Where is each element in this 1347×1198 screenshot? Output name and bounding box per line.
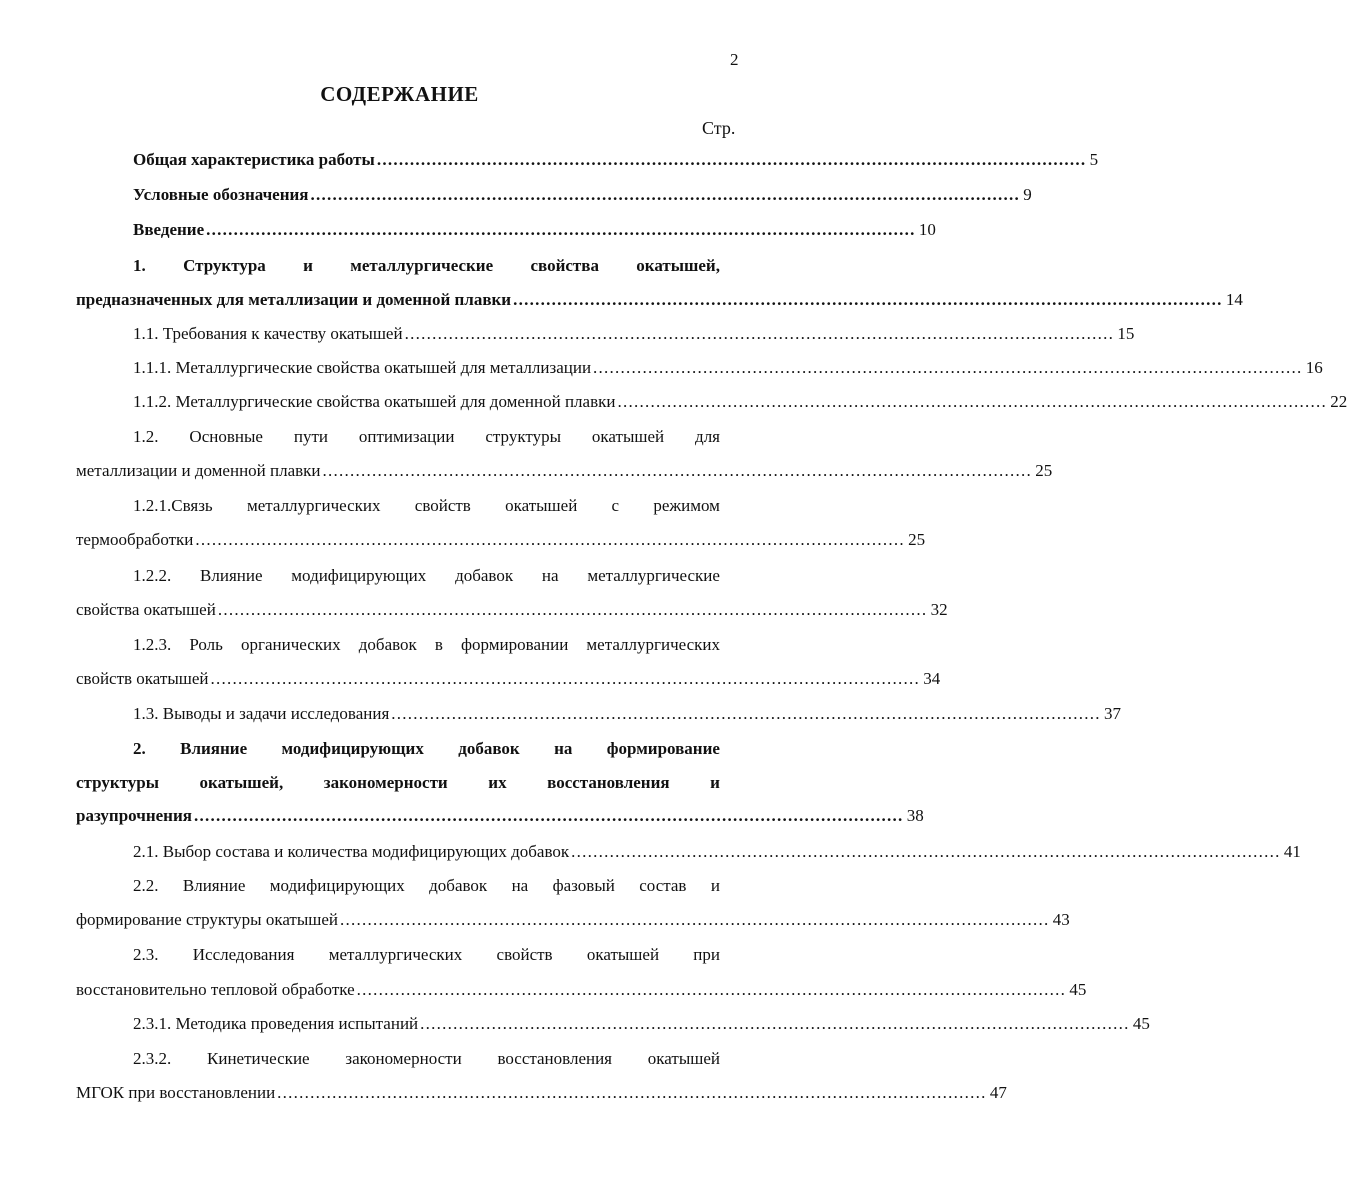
toc-entry-title: Общая характеристика работы	[133, 150, 375, 169]
toc-word: в	[434, 635, 443, 654]
toc-word: структуры	[76, 773, 159, 792]
toc-entry-line2	[76, 595, 948, 625]
toc-word: модифицирующих	[291, 566, 427, 585]
toc-word: Роль	[189, 635, 223, 654]
toc-entry-page: 9	[1023, 185, 1032, 204]
toc-entry-title: Условные обозначения	[133, 185, 309, 204]
toc-entry-page: 38	[906, 806, 924, 825]
dot-leader	[321, 456, 1032, 486]
dot-leader	[615, 387, 1326, 417]
toc-entry-title: 1.1.2. Металлургические свойства окатышей для доменной плавки	[133, 392, 616, 411]
page-title: СОДЕРЖАНИЕ	[320, 82, 479, 106]
toc-entry	[133, 215, 936, 245]
dot-leader	[209, 664, 920, 694]
toc-word: 1.2.3.	[133, 635, 172, 654]
toc-word: на	[554, 739, 573, 758]
toc-entry-line2	[76, 1078, 1007, 1108]
toc-word: 2.2.	[133, 876, 159, 895]
toc-entry-page: 45	[1069, 980, 1087, 999]
toc-entry-title: 2.3.1. Методика проведения испытаний	[133, 1014, 419, 1033]
toc-entry-line1	[133, 422, 720, 452]
toc-entry-page: 37	[1104, 704, 1122, 723]
toc-word: 2.	[133, 739, 146, 758]
toc-entry-title: предназначенных для металлизации и доменной плавки	[76, 290, 512, 309]
dot-leader	[355, 975, 1066, 1005]
dot-leader	[569, 837, 1280, 867]
toc-entry-line2	[76, 285, 1243, 315]
toc-entry	[133, 180, 1032, 210]
toc-entry-line2	[76, 768, 720, 798]
toc-entry-line2	[76, 975, 1087, 1005]
toc-word: свойства	[530, 256, 599, 275]
toc-word: металлургические	[350, 256, 494, 275]
toc-entry-page: 45	[1132, 1014, 1150, 1033]
toc-word: окатышей	[505, 496, 578, 515]
toc-word: свойств	[414, 496, 471, 515]
toc-word: Основные	[189, 427, 263, 446]
dot-leader	[192, 801, 903, 831]
toc-entry-title: 1.1.1. Металлургические свойства окатышей для металлизации	[133, 358, 592, 377]
toc-word: добавок	[429, 876, 488, 895]
toc-entry	[133, 837, 1301, 867]
toc-word: состав	[639, 876, 687, 895]
toc-entry-title: МГОК при восстановлении	[76, 1083, 276, 1102]
toc-entry-line1	[133, 1044, 720, 1074]
toc-word: Влияние	[182, 876, 246, 895]
toc-word: 2.3.	[133, 945, 159, 964]
toc-word: металлургических	[328, 945, 463, 964]
toc-entry-page: 15	[1117, 324, 1135, 343]
dot-leader	[511, 285, 1222, 315]
toc-entry	[133, 387, 1347, 417]
toc-entry-line2	[76, 525, 926, 555]
toc-word: 1.2.2.	[133, 566, 172, 585]
dot-leader	[375, 145, 1086, 175]
toc-word: органических	[241, 635, 341, 654]
toc-word: металлургических	[246, 496, 381, 515]
toc-entry	[133, 1009, 1150, 1039]
toc-entry-title: разупрочнения	[76, 806, 192, 825]
toc-entry-page: 10	[918, 220, 936, 239]
toc-word: на	[541, 566, 559, 585]
toc-entry-page: 25	[908, 530, 926, 549]
toc-word: свойств	[496, 945, 553, 964]
toc-entry	[133, 699, 1122, 729]
toc-entry-page: 16	[1305, 358, 1323, 377]
toc-word: режимом	[653, 496, 720, 515]
toc-entry-page: 22	[1330, 392, 1347, 411]
toc-word: восстановления	[497, 1049, 613, 1068]
dot-leader	[193, 525, 904, 555]
toc-word: окатышей,	[636, 256, 720, 275]
toc-entry-line1	[133, 561, 720, 591]
toc-entry-title: свойств окатышей	[76, 669, 209, 688]
toc-word: закономерности	[345, 1049, 462, 1068]
toc-entry-page: 47	[989, 1083, 1007, 1102]
toc-word: Влияние	[200, 566, 263, 585]
toc-word: 1.2.1.Связь	[133, 496, 213, 515]
page-number: 2	[730, 50, 739, 69]
toc-entry-title: восстановительно тепловой обработке	[76, 980, 355, 999]
toc-word: 1.2.	[133, 427, 159, 446]
toc-word: окатышей,	[199, 773, 284, 792]
toc-word: с	[611, 496, 620, 515]
dot-leader	[591, 353, 1302, 383]
toc-word: оптимизации	[358, 427, 455, 446]
toc-entry-line2	[76, 664, 941, 694]
toc-word: окатышей	[647, 1049, 720, 1068]
toc-entry-title: 1.3. Выводы и задачи исследования	[133, 704, 390, 723]
dot-leader	[338, 905, 1049, 935]
toc-word: окатышей	[586, 945, 660, 964]
toc-entry-title: свойства окатышей	[76, 600, 216, 619]
toc-word: при	[693, 945, 720, 964]
toc-entry-page: 32	[930, 600, 948, 619]
toc-entry-page: 43	[1052, 910, 1070, 929]
toc-entry-line1	[133, 630, 720, 660]
dot-leader	[403, 319, 1114, 349]
toc-entry-title: 2.1. Выбор состава и количества модифицирующих добавок	[133, 842, 570, 861]
toc-word: модифицирующих	[281, 739, 424, 758]
toc-word: окатышей	[591, 427, 665, 446]
toc-entry-page: 14	[1225, 290, 1243, 309]
toc-word: для	[695, 427, 720, 446]
toc-word: Структура	[183, 256, 266, 275]
toc-word: Влияние	[180, 739, 248, 758]
toc-entry-line1	[133, 251, 720, 281]
toc-word: закономерности	[323, 773, 448, 792]
page-column-header: Стр.	[702, 118, 736, 138]
toc-word: формировании	[461, 635, 569, 654]
toc-entry	[133, 145, 1099, 175]
toc-word: металлургические	[587, 566, 720, 585]
toc-word: Исследования	[192, 945, 295, 964]
toc-word: модифицирующих	[269, 876, 405, 895]
toc-word: 1.	[133, 256, 146, 275]
toc-word: структуры	[485, 427, 561, 446]
toc-entry-title: термообработки	[76, 530, 194, 549]
dot-leader	[389, 699, 1100, 729]
dot-leader	[216, 595, 927, 625]
toc-word: металлургических	[586, 635, 720, 654]
toc-word: добавок	[455, 566, 514, 585]
toc-entry-title: Введение	[133, 220, 205, 239]
toc-entry-page: 41	[1283, 842, 1301, 861]
toc-entry-line2	[76, 905, 1070, 935]
toc-word: пути	[293, 427, 328, 446]
toc-entry-title: формирование структуры окатышей	[76, 910, 339, 929]
toc-entry-page: 5	[1089, 150, 1099, 169]
toc-word: и	[303, 256, 313, 275]
toc-entry-title: металлизации и доменной плавки	[76, 461, 321, 480]
dot-leader	[418, 1009, 1129, 1039]
toc-entry-line1	[133, 871, 720, 901]
dot-leader	[309, 180, 1020, 210]
toc-entry-line1	[133, 940, 720, 970]
dot-leader	[204, 215, 915, 245]
toc-entry	[133, 353, 1323, 383]
toc-word: фазовый	[552, 876, 615, 895]
toc-entry-page: 25	[1035, 461, 1053, 480]
toc-word: восстановления	[547, 773, 670, 792]
toc-entry-line1	[133, 491, 720, 521]
toc-entry-line3	[76, 801, 924, 831]
toc-word: добавок	[358, 635, 417, 654]
dot-leader	[275, 1078, 986, 1108]
toc-word: добавок	[458, 739, 520, 758]
toc-word: Кинетические	[207, 1049, 310, 1068]
toc-word: 2.3.2.	[133, 1049, 172, 1068]
toc-word: на	[511, 876, 529, 895]
toc-word: формирование	[606, 739, 720, 758]
toc-entry-line1	[133, 734, 720, 764]
toc-word: и	[710, 773, 720, 792]
toc-entry-title: 1.1. Требования к качеству окатышей	[133, 324, 403, 343]
toc-entry-page: 34	[923, 669, 941, 688]
toc-word: и	[710, 876, 720, 895]
toc-entry	[133, 319, 1135, 349]
toc-entry-line2	[76, 456, 1053, 486]
toc-word: их	[488, 773, 507, 792]
